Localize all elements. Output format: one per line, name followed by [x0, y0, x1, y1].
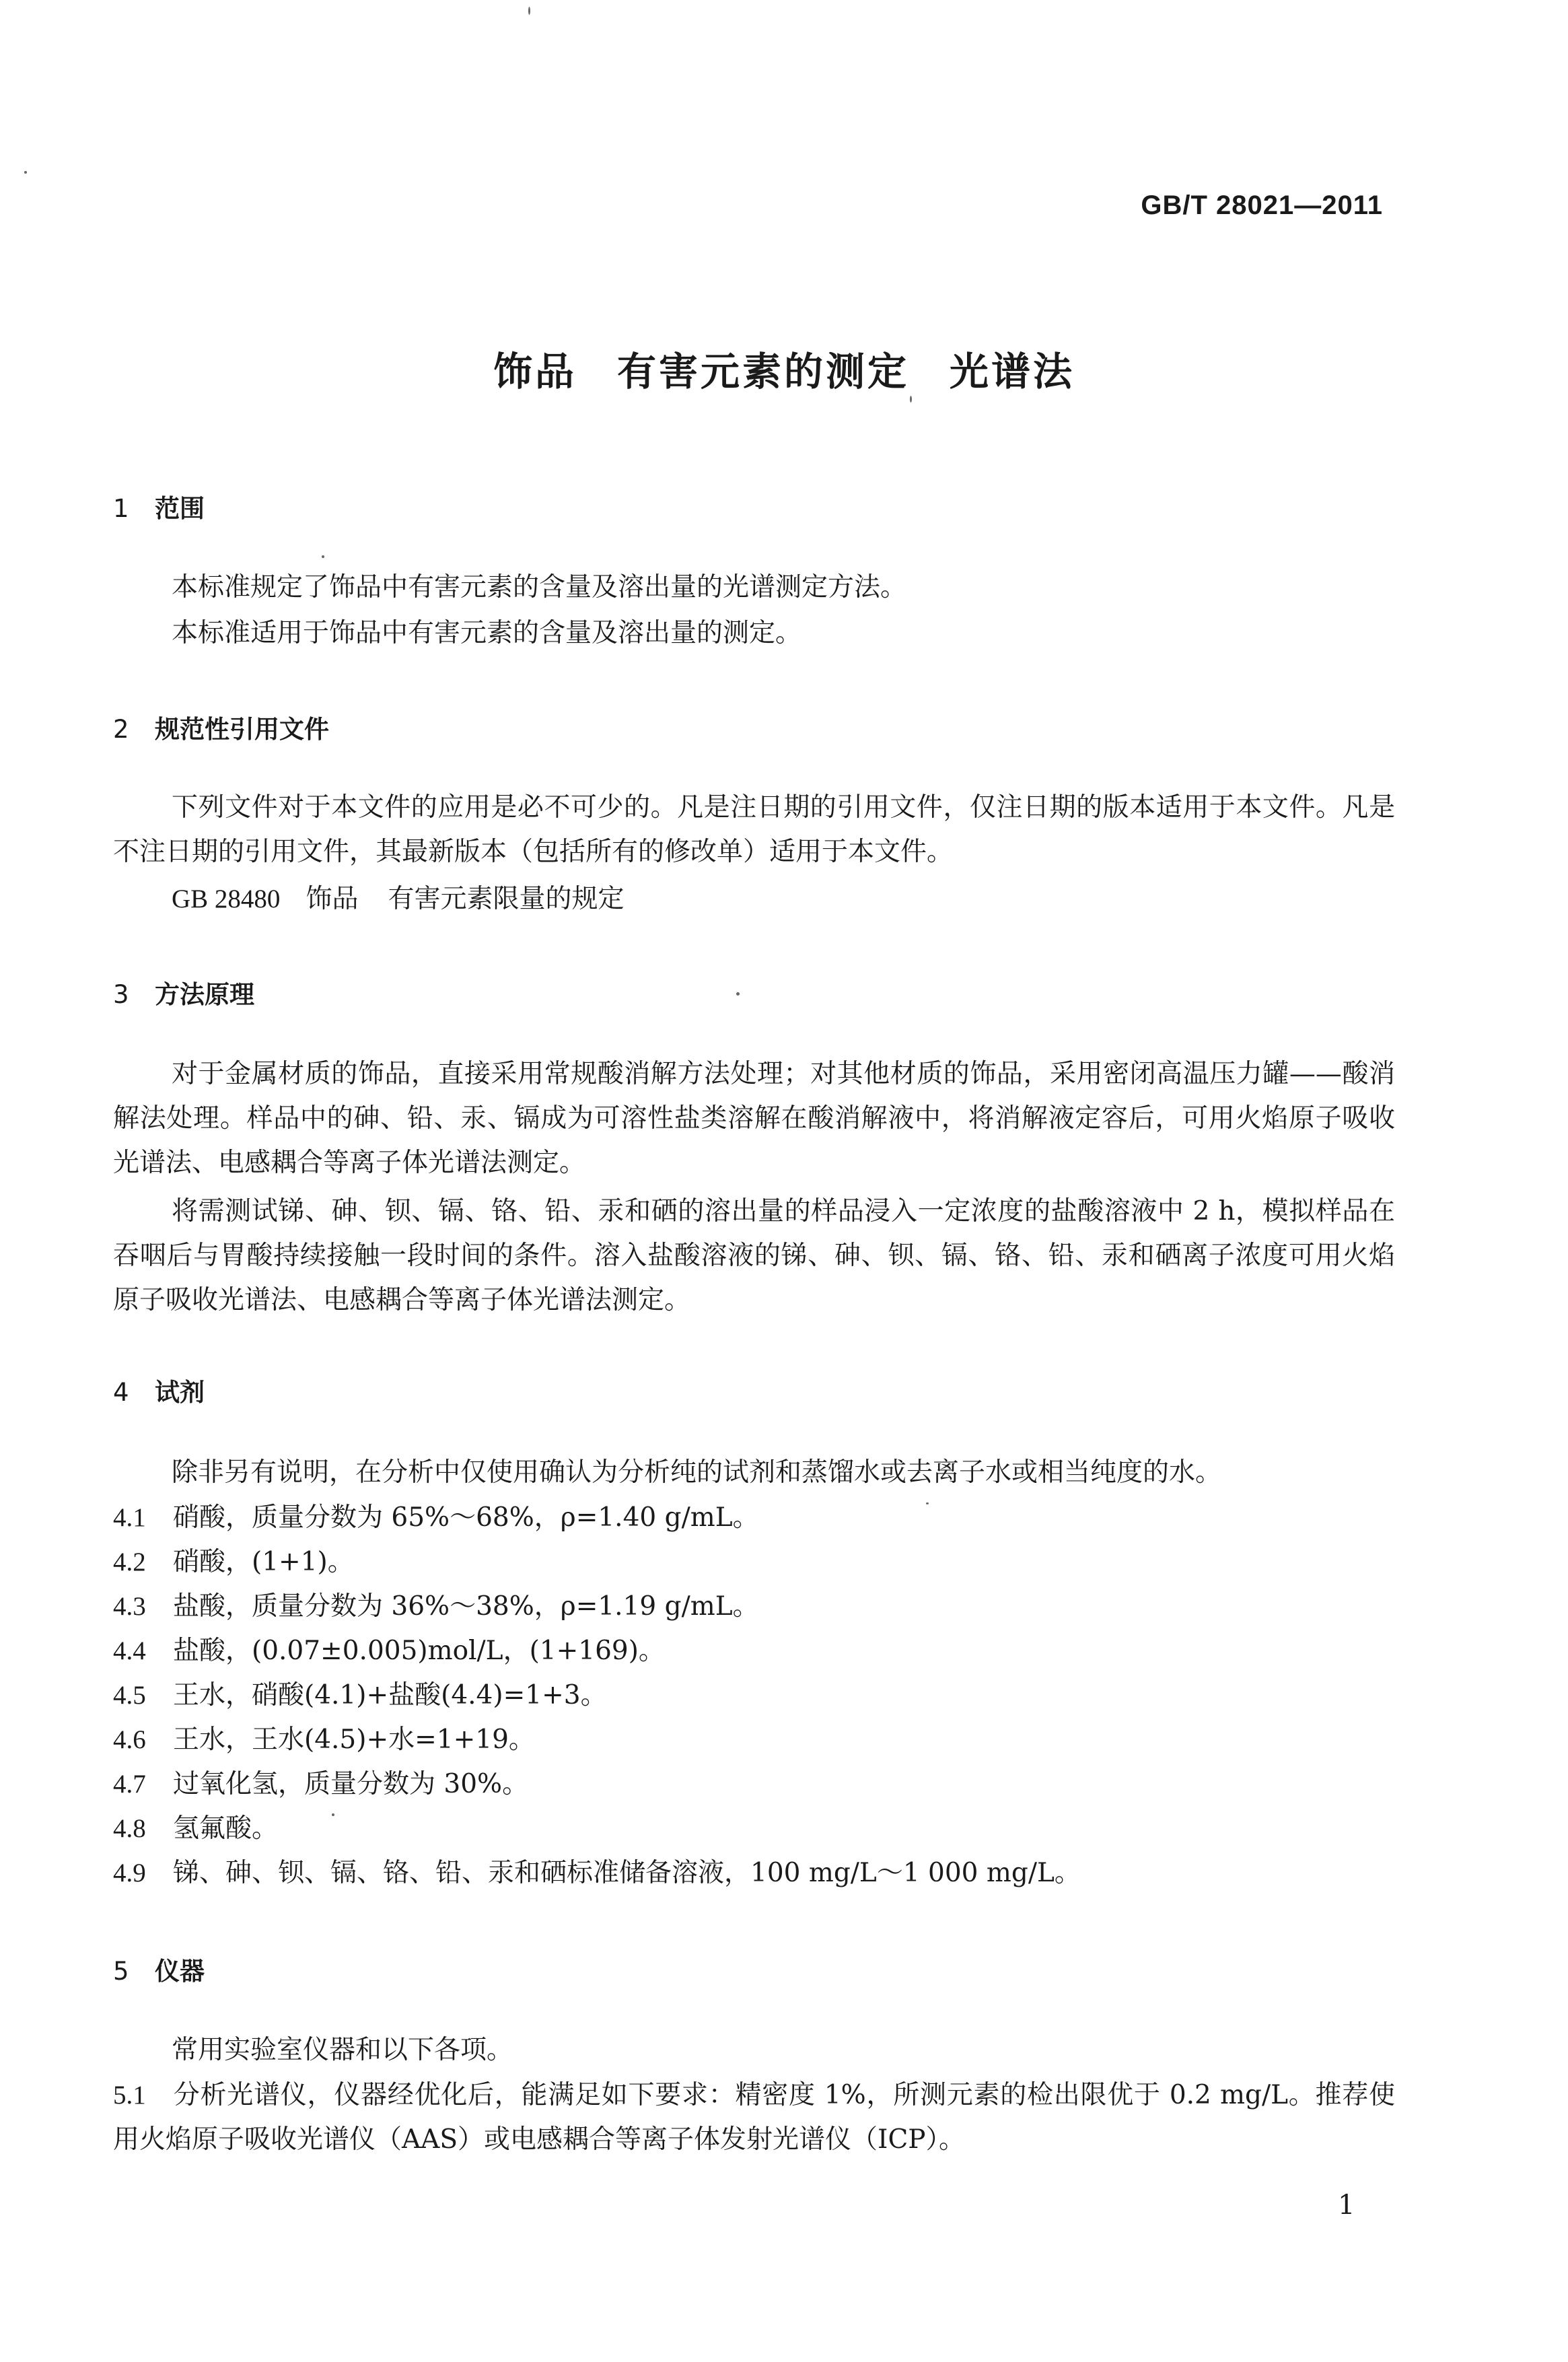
section-title: 仪器 — [155, 1957, 205, 1986]
title-part-2: 有害元素的测定 — [616, 349, 909, 394]
list-item — [113, 1851, 1081, 1896]
scan-speck — [24, 171, 27, 174]
section-number: 1 — [113, 494, 129, 523]
list-item — [113, 1496, 759, 1540]
item-number: 4.7 — [113, 1770, 146, 1799]
section-4-heading — [113, 1372, 205, 1408]
list-item — [113, 1629, 665, 1673]
item-text: 过氧化氢，质量分数为 30%。 — [173, 1769, 529, 1799]
section-2-paragraph-1: 下列文件对于本文件的应用是必不可少的。凡是注日期的引用文件，仅注日期的版本适用于本文件。凡是不注日期的引用文件，其最新版本（包括所有的修改单）适用于本文件。 — [113, 792, 1395, 867]
item-number: 4.5 — [113, 1681, 146, 1710]
item-text: 氢氟酸。 — [173, 1813, 279, 1844]
section-5-heading — [113, 1951, 205, 1987]
item-text: 盐酸，(0.07±0.005)mol/L，(1+169)。 — [173, 1636, 665, 1666]
page-title — [0, 340, 1568, 396]
item-text: 锑、砷、钡、镉、铬、铅、汞和硒标准储备溶液，100 mg/L～1 000 mg/L。 — [173, 1858, 1081, 1888]
section-title: 范围 — [155, 494, 205, 523]
item-number: 4.6 — [113, 1725, 146, 1754]
scan-speck — [910, 396, 912, 403]
section-title: 方法原理 — [155, 980, 254, 1009]
section-number: 3 — [113, 980, 129, 1009]
item-number: 4.8 — [113, 1814, 146, 1843]
item-text: 硝酸，质量分数为 65%～68%，ρ=1.40 g/mL。 — [173, 1502, 759, 1533]
list-item — [113, 1585, 759, 1629]
list-item — [113, 1718, 535, 1762]
list-item — [113, 1673, 607, 1718]
scan-speck — [332, 1813, 334, 1816]
scan-speck — [926, 1502, 929, 1504]
item-number: 4.3 — [113, 1592, 146, 1621]
scan-speck — [322, 555, 324, 558]
section-1-paragraph-1: 本标准规定了饰品中有害元素的含量及溶出量的光谱测定方法。 — [172, 572, 907, 602]
list-item — [113, 1807, 278, 1851]
item-number: 4.4 — [113, 1636, 146, 1665]
standard-code: GB/T 28021—2011 — [1141, 190, 1383, 220]
item-text: 王水，王水(4.5)+水=1+19。 — [173, 1725, 535, 1755]
item-text: 分析光谱仪，仪器经优化后，能满足如下要求：精密度 1%，所测元素的检出限优于 0.2 mg/L。推荐使用火焰原子吸收光谱仪（AAS）或电感耦合等离子体发射光谱仪（ICP）。 — [113, 2080, 1395, 2155]
reference-name-a: 饰品 — [306, 884, 359, 914]
list-item — [113, 1762, 528, 1807]
section-number: 2 — [113, 715, 129, 744]
section-title: 规范性引用文件 — [155, 715, 329, 744]
list-item — [113, 1540, 354, 1585]
normative-reference — [172, 877, 624, 922]
section-3-paragraph-1: 对于金属材质的饰品，直接采用常规酸消解方法处理；对其他材质的饰品，采用密闭高温压力罐——酸消解法处理。样品中的砷、铅、汞、镉成为可溶性盐类溶解在酸消解液中，将消解液定容后，可用火焰原子吸收光谱法、电感耦合等离子体光谱法测定。 — [113, 1059, 1395, 1178]
item-number: 4.9 — [113, 1859, 146, 1887]
page-number: 1 — [1338, 2190, 1355, 2221]
item-number: 4.2 — [113, 1548, 146, 1576]
section-number: 5 — [113, 1957, 129, 1986]
item-number: 5.1 — [113, 2081, 146, 2110]
item-text: 盐酸，质量分数为 36%～38%，ρ=1.19 g/mL。 — [173, 1591, 759, 1622]
item-text: 王水，硝酸(4.1)+盐酸(4.4)=1+3。 — [173, 1680, 607, 1710]
section-4-intro: 除非另有说明，在分析中仅使用确认为分析纯的试剂和蒸馏水或去离子水或相当纯度的水。 — [172, 1457, 1222, 1488]
scan-speck — [528, 7, 530, 15]
item-number: 4.1 — [113, 1503, 146, 1532]
section-5-intro: 常用实验室仪器和以下各项。 — [172, 2035, 513, 2065]
scan-speck — [736, 992, 740, 996]
section-3-heading — [113, 974, 254, 1010]
section-title: 试剂 — [155, 1378, 205, 1407]
title-part-1: 饰品 — [493, 349, 577, 394]
section-1-paragraph-2: 本标准适用于饰品中有害元素的含量及溶出量的测定。 — [172, 618, 802, 648]
section-number: 4 — [113, 1378, 129, 1407]
section-1-heading — [113, 488, 205, 524]
item-text: 硝酸，(1+1)。 — [173, 1547, 354, 1577]
reference-name-b: 有害元素限量的规定 — [388, 884, 625, 914]
section-3-paragraph-2: 将需测试锑、砷、钡、镉、铬、铅、汞和硒的溶出量的样品浸入一定浓度的盐酸溶液中 2 h，模拟样品在吞咽后与胃酸持续接触一段时间的条件。溶入盐酸溶液的锑、砷、钡、镉、铬、铅、汞和硒离子浓度可用火焰原子吸收光谱法、电感耦合等离子体光谱法测定。 — [113, 1196, 1395, 1315]
title-part-3: 光谱法 — [950, 349, 1075, 394]
list-item — [113, 2073, 1395, 2162]
section-2-heading — [113, 709, 329, 745]
reference-code: GB 28480 — [172, 884, 281, 913]
